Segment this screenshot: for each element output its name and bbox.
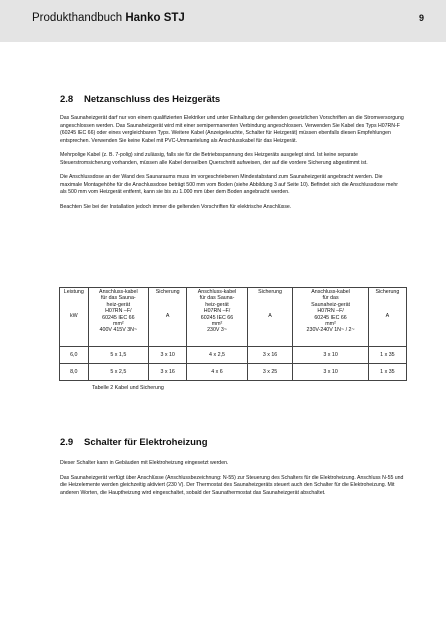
page-header — [0, 0, 446, 42]
paragraph: Mehrpolige Kabel (z. B. 7-polig) sind zulässig, falls sie für die Betriebsspannung des Heizgeräts ausgelegt sind. Ist keine separate Steuerstromsicherung vorhanden, müssen alle Kabel denselben Querschnitt aufweisen, der auf die vordere Sicherung abgestimmt ist. — [60, 152, 368, 166]
table-cell: 3 x 10 — [293, 364, 368, 381]
paragraph: Die Anschlussdose an der Wand des Saunaraums muss im vorgeschriebenen Mindestabstand zum Saunaheizgerät angebracht werden. Die maximale Montagehöhe für die Anschlussdose beträgt 500 mm vom Boden (siehe Abbildung 3 auf Seite 10). Befindet sich die Anschlussdose mehr als 500 mm vom Heizgerät entfernt, kann sie bis zu 1.000 mm über dem Boden angebracht werden. — [60, 174, 398, 195]
table-cell: 3 x 16 — [149, 364, 187, 381]
table-cell: 8,0 — [60, 364, 89, 381]
manual-title-prefix: Produkthandbuch — [32, 12, 123, 24]
section-2-9-body — [60, 460, 405, 497]
table-cell: 3 x 16 — [247, 347, 293, 364]
section-2-8-body — [60, 115, 405, 211]
table-cell: 1 x 35 — [368, 347, 406, 364]
paragraph: Beachten Sie bei der Installation jedoch immer die geltenden Vorschriften für elektrische Anschlüsse. — [60, 203, 292, 210]
header-cell: Sicherung A — [368, 288, 406, 347]
table-cell: 3 x 10 — [293, 347, 368, 364]
paragraph: Dieser Schalter kann in Gebäuden mit Elektroheizung eingesetzt werden. — [60, 460, 229, 466]
table-cell: 3 x 25 — [247, 364, 293, 381]
section-title: Netzanschluss des Heizgeräts — [84, 94, 221, 105]
table-cell: 6,0 — [60, 347, 89, 364]
table-cell: 4 x 2,5 — [187, 347, 248, 364]
section-number: 2.8 — [60, 94, 74, 105]
manual-title-brand: Hanko STJ — [125, 12, 185, 24]
section-title: Schalter für Elektroheizung — [84, 437, 208, 448]
table-header-row — [60, 288, 407, 347]
section-number: 2.9 — [60, 437, 74, 448]
table-cell: 1 x 35 — [368, 364, 406, 381]
table-cell: 5 x 1,5 — [88, 347, 149, 364]
table-row — [60, 364, 407, 381]
table-cell: 4 x 6 — [187, 364, 248, 381]
paragraph: Das Saunaheizgerät darf nur von einem qualifizierten Elektriker und unter Einhaltung der geltenden gesetzlichen Vorschriften an die Stromversorgung angeschlossen werden. Das Saunaheizgerät wird mit einer semipermanenten Verbindung angeschlossen. Verwenden Sie Kabel des Typs H07RN-F (60245 IEC 66) oder eines vergleichbaren Typs. Weitere Kabel (Anzeigeleuchte, Schalter für Heizgerät) müssen ebenfalls diesen Empfehlungen entsprechen. Verwenden Sie keine Kabel mit PVC-Ummantelung als Anschlusskabel für das Heizgerät. — [60, 115, 404, 144]
header-cell: Leistung kW — [60, 288, 89, 347]
table-cell: 5 x 2,5 — [88, 364, 149, 381]
section-heading-2-8 — [60, 94, 220, 105]
header-cell: Anschluss-kabel für das Saunaheiz-gerät H07RN –F/ 60245 IEC 66 mm² 230V-240V 1N~ / 2~ — [293, 288, 368, 347]
table-caption: Tabelle 2 Kabel und Sicherung — [92, 385, 164, 391]
header-cell: Anschluss-kabel für das Sauna- heiz-gerät H07RN –F/ 60245 IEC 66 mm² 230V 3~ — [187, 288, 248, 347]
table-cell: 3 x 10 — [149, 347, 187, 364]
header-cell: Anschluss-kabel für das Sauna- heiz-gerät H07RN –F/ 60245 IEC 66 mm² 400V 415V 3N~ — [88, 288, 149, 347]
manual-title — [32, 12, 185, 24]
page-number: 9 — [418, 13, 424, 23]
paragraph: Das Saunaheizgerät verfügt über Anschlüsse (Anschlussbezeichnung: N-55) zur Steuerung des Schalters für die Elektroheizung. Anschluss N-55 und die Heizelemente werden gleichzeitig aktiviert (230 V). Der Thermostat des Saunaheizgeräts steuert auch den Schalter für die Elektroheizung. Mit anderen Worten, die Hauptheizung wird eingeschaltet, sobald der Saunathermostat das Saunaheizgerät abschaltet. — [60, 474, 404, 496]
header-cell: Sicherung A — [149, 288, 187, 347]
table-row — [60, 347, 407, 364]
section-heading-2-9 — [60, 437, 208, 448]
header-cell: Sicherung A — [247, 288, 293, 347]
cable-fuse-table — [59, 287, 407, 381]
